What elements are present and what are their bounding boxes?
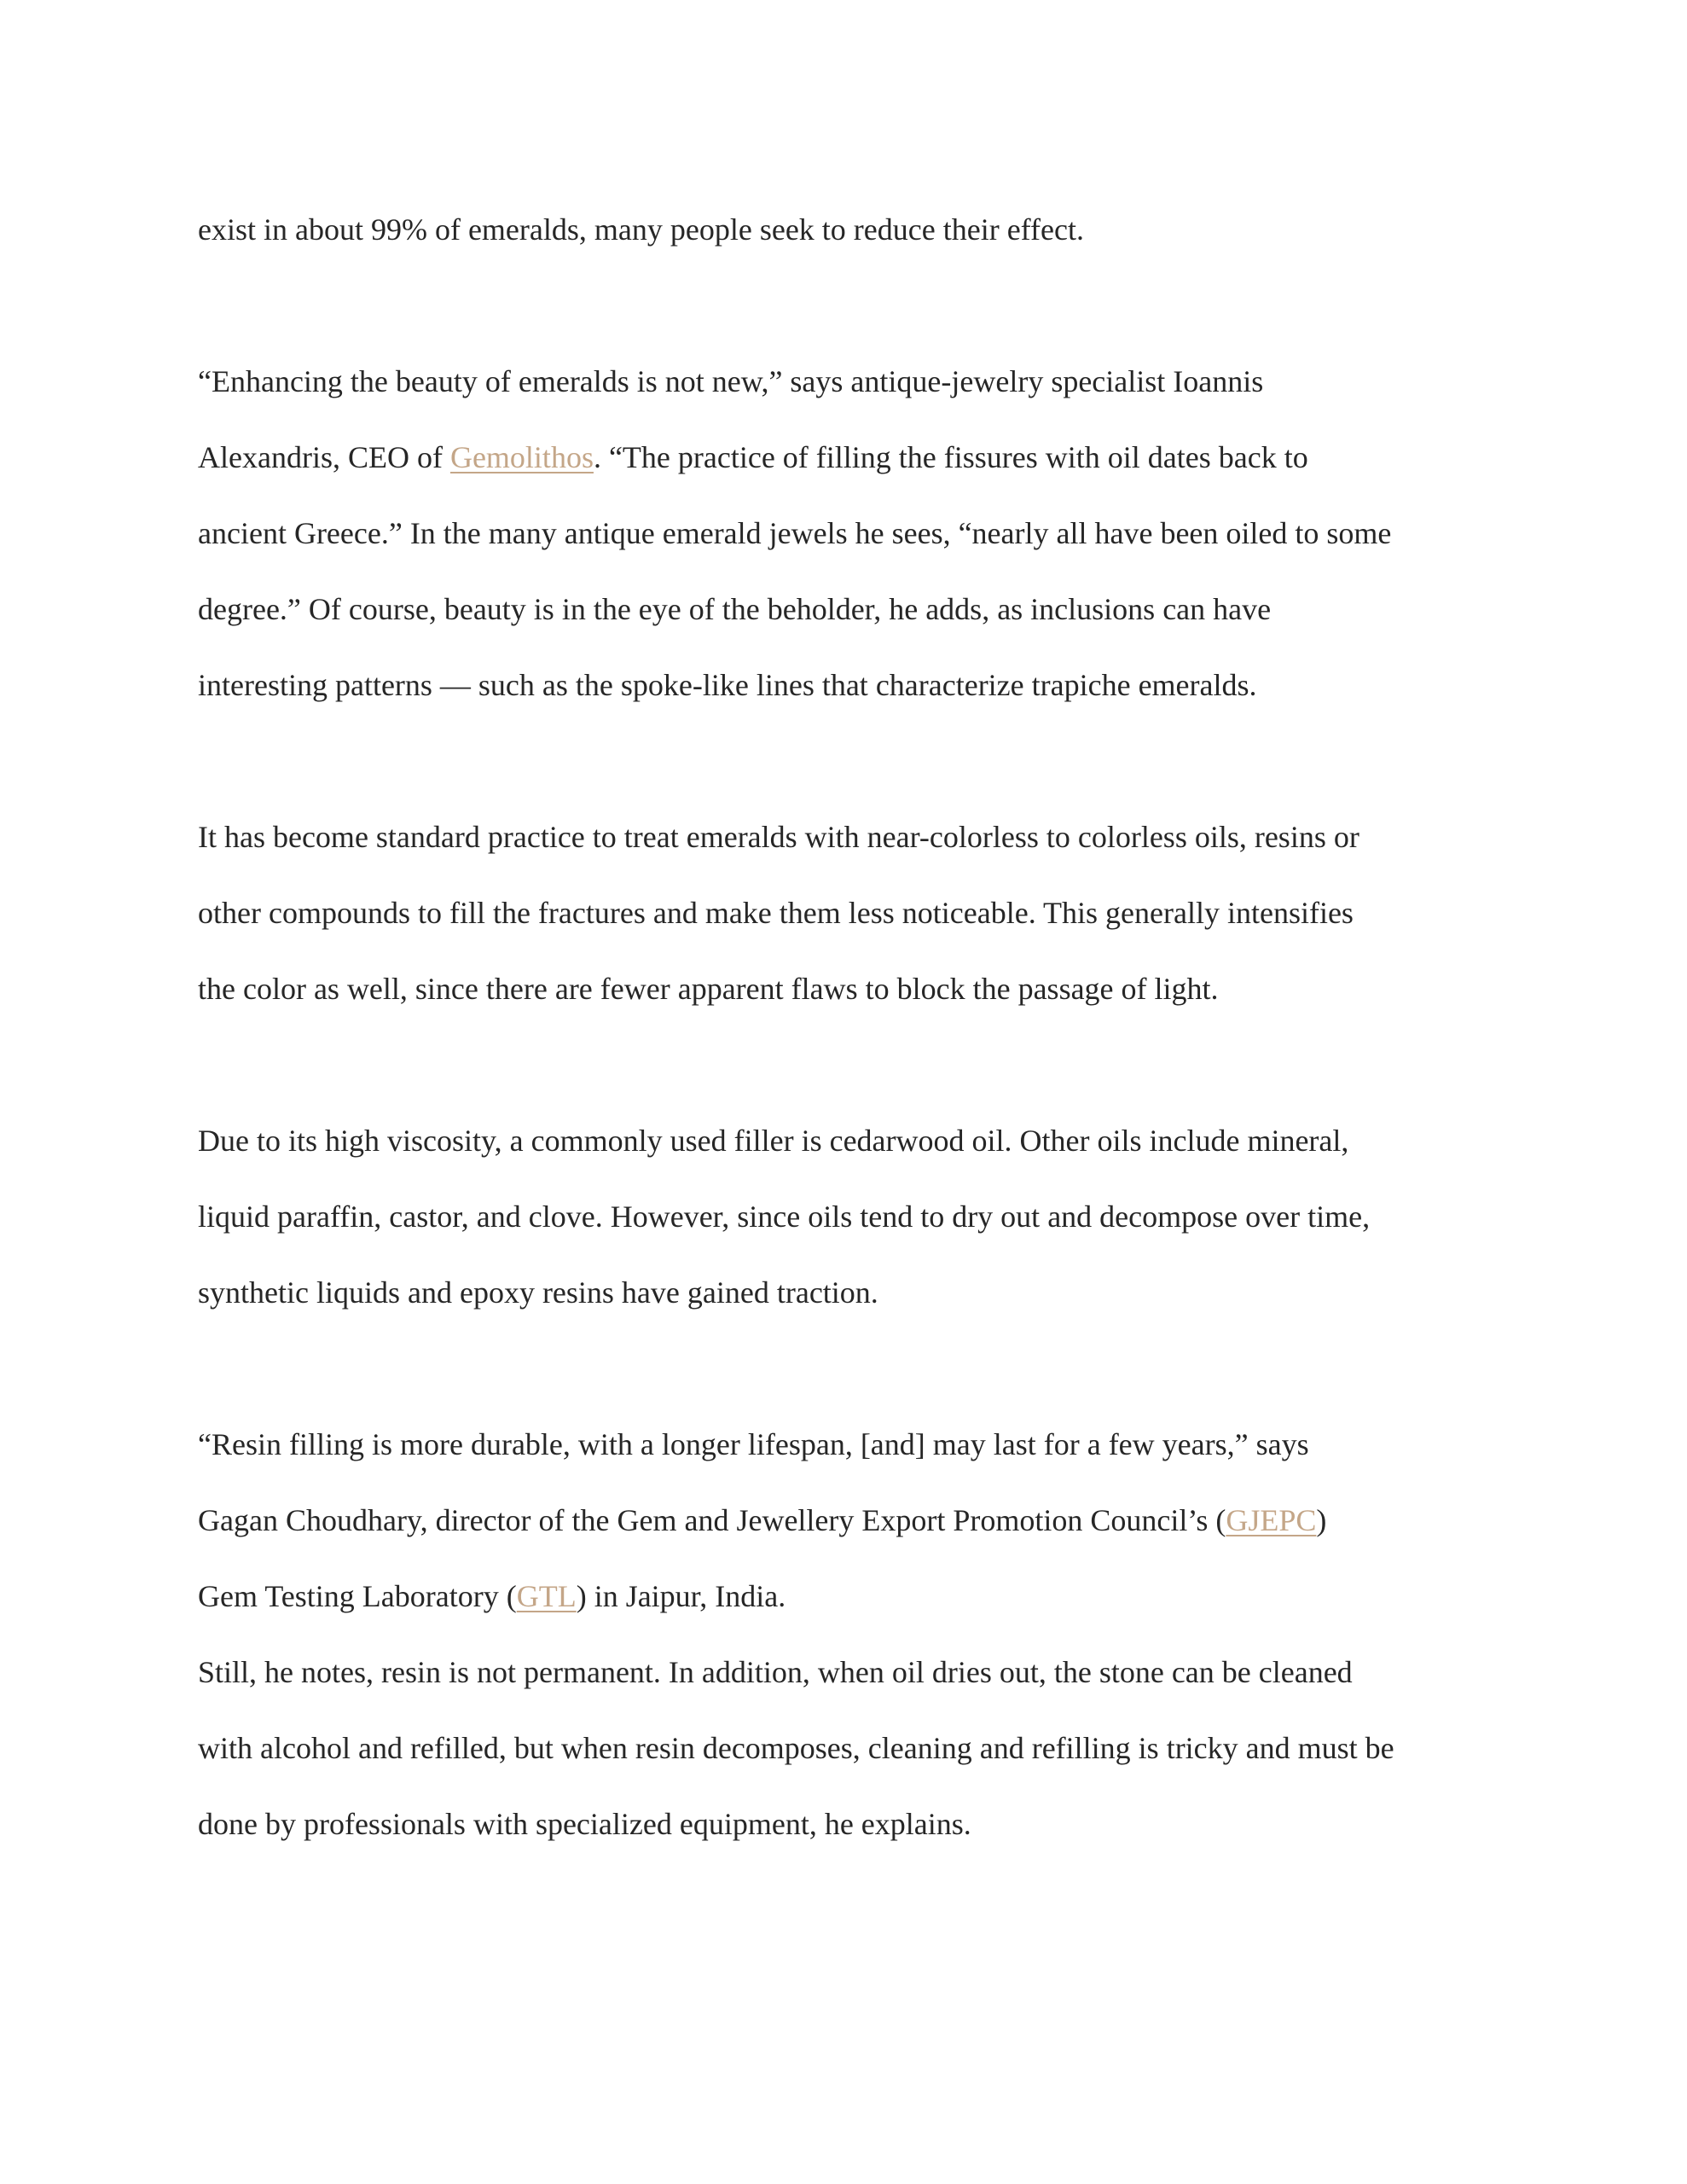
document-page	[198, 192, 1528, 1862]
text-line: with alcohol and refilled, but when resin decomposes, cleaning and refilling is tricky and must be	[198, 1731, 1394, 1765]
text-span: Gem Testing Laboratory (	[198, 1579, 517, 1613]
text-line: Still, he notes, resin is not permanent. In addition, when oil dries out, the stone can be cleaned	[198, 1655, 1353, 1689]
text-span: Gagan Choudhary, director of the Gem and Jewellery Export Promotion Council’s (	[198, 1503, 1226, 1537]
text-line: interesting patterns — such as the spoke-like lines that characterize trapiche emeralds.	[198, 668, 1257, 702]
text-line: “Resin filling is more durable, with a longer lifespan, [and] may last for a few years,” says	[198, 1427, 1309, 1461]
paragraph-gap	[198, 1027, 1528, 1103]
paragraph-gap	[198, 723, 1528, 799]
gtl-link[interactable]: GTL	[516, 1579, 577, 1613]
text-line: the color as well, since there are fewer apparent flaws to block the passage of light.	[198, 972, 1219, 1006]
text-span: . “The practice of filling the fissures with oil dates back to	[593, 440, 1308, 474]
text-line	[198, 420, 1528, 496]
gemolithos-link[interactable]: Gemolithos	[449, 440, 594, 474]
text-span: )	[1316, 1503, 1327, 1537]
text-line: other compounds to fill the fractures and make them less noticeable. This generally intensifies	[198, 896, 1354, 930]
text-line: done by professionals with specialized equipment, he explains.	[198, 1807, 971, 1841]
text-line: synthetic liquids and epoxy resins have gained traction.	[198, 1275, 878, 1310]
text-line: Due to its high viscosity, a commonly used filler is cedarwood oil. Other oils include mineral,	[198, 1124, 1349, 1158]
paragraph-gap	[198, 1331, 1528, 1407]
text-line: exist in about 99% of emeralds, many people seek to reduce their effect.	[198, 212, 1084, 247]
text-line	[198, 1483, 1528, 1559]
gjepc-link[interactable]: GJEPC	[1226, 1503, 1317, 1537]
text-line: “Enhancing the beauty of emeralds is not new,” says antique-jewelry specialist Ioannis	[198, 364, 1264, 398]
text-span: ) in Jaipur, India.	[576, 1579, 786, 1613]
text-line: ancient Greece.” In the many antique emerald jewels he sees, “nearly all have been oiled to some	[198, 516, 1392, 550]
text-line: degree.” Of course, beauty is in the eye of the beholder, he adds, as inclusions can have	[198, 592, 1272, 626]
paragraph-gap	[198, 268, 1528, 344]
text-line: It has become standard practice to treat emeralds with near-colorless to colorless oils, resins or	[198, 820, 1359, 854]
text-line: liquid paraffin, castor, and clove. However, since oils tend to dry out and decompose over time,	[198, 1199, 1371, 1234]
text-line	[198, 1559, 1528, 1635]
text-span: Alexandris, CEO of	[198, 440, 450, 474]
